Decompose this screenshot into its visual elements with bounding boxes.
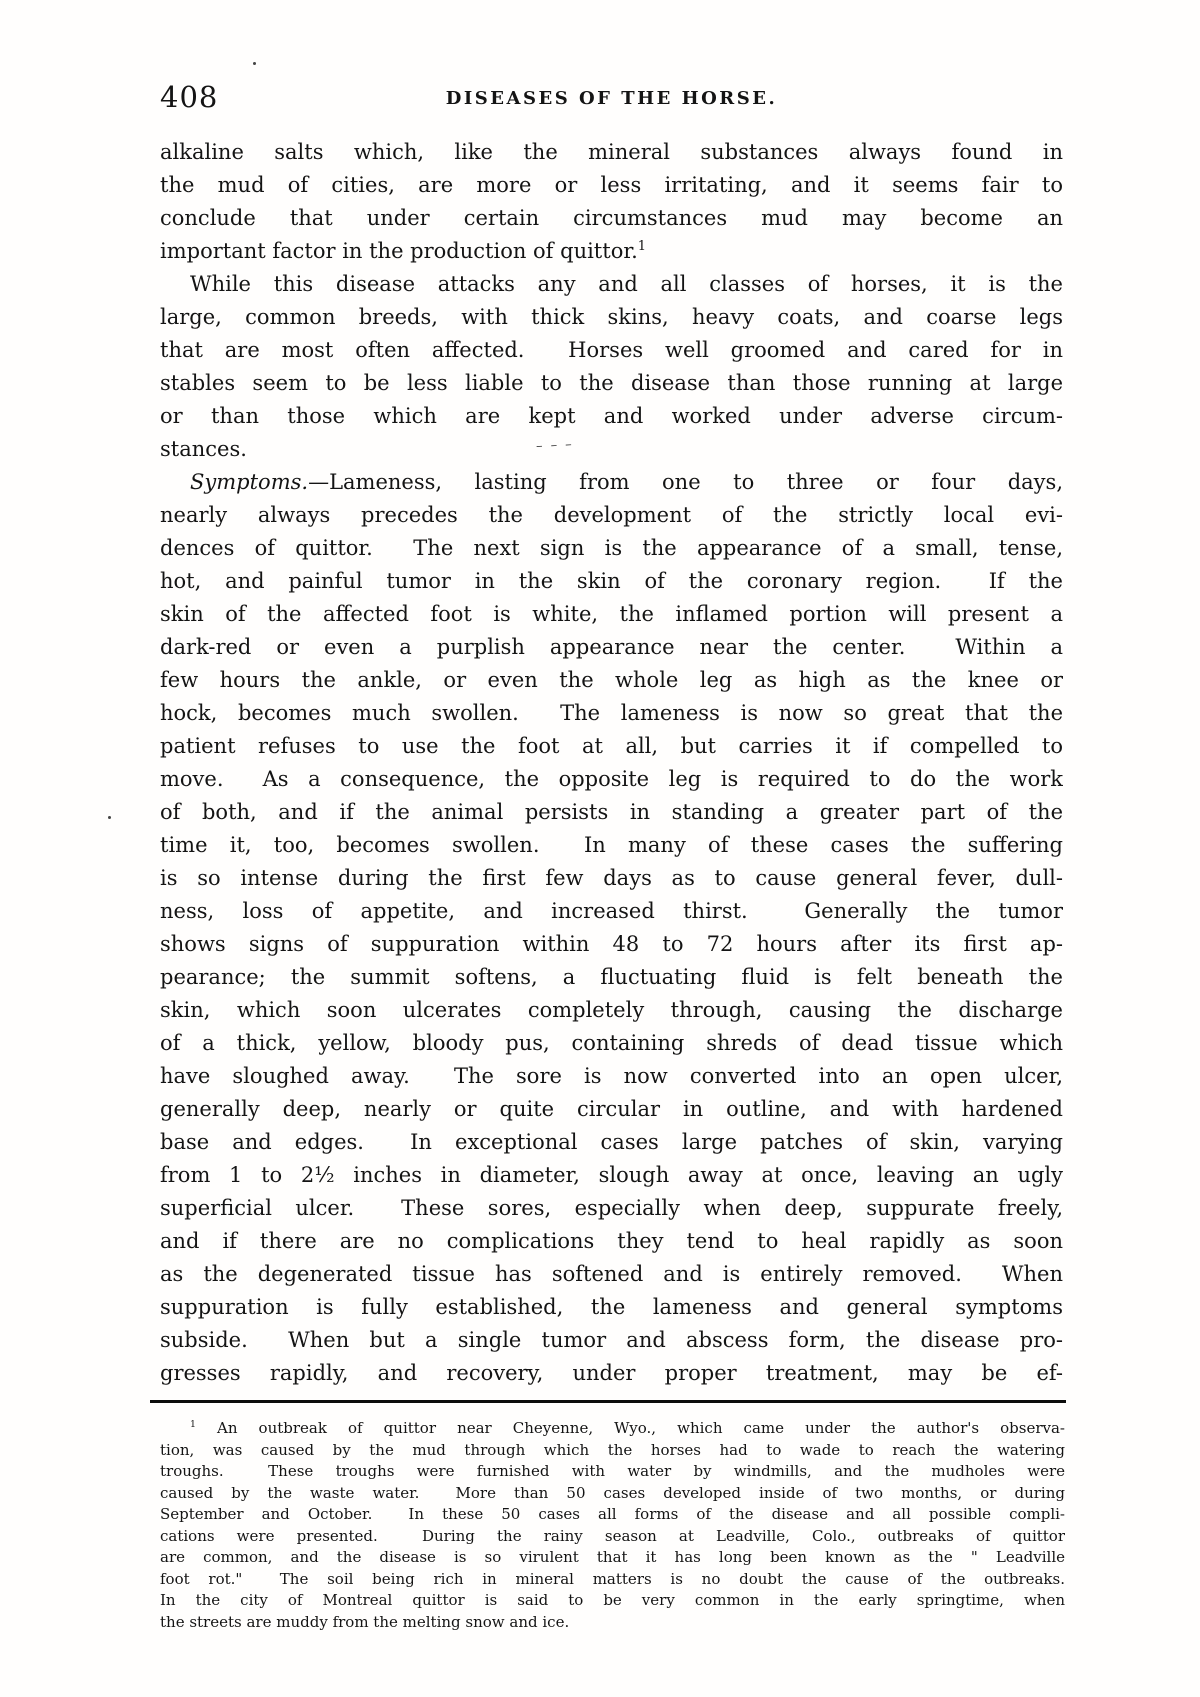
text-line: shows signs of suppuration within 48 to 72 hours after its first ap- <box>160 932 1063 956</box>
text-line: the mud of cities, are more or less irritating, and it seems fair to <box>160 173 1063 197</box>
text-line: conclude that under certain circumstances mud may become an <box>160 206 1063 230</box>
text-line <box>160 1418 1065 1440</box>
text-line: pearance; the summit softens, a fluctuating fluid is felt beneath the <box>160 965 1063 989</box>
text-line: troughs. These troughs were furnished with water by windmills, and the mudholes were <box>160 1462 1065 1480</box>
text-line: ness, loss of appetite, and increased thirst. Generally the tumor <box>160 899 1063 923</box>
text-line: is so intense during the first few days as to cause general fever, dull- <box>160 866 1063 890</box>
text-line: stables seem to be less liable to the disease than those running at large <box>160 371 1063 395</box>
text-line: of a thick, yellow, bloody pus, containing shreds of dead tissue which <box>160 1031 1063 1055</box>
text-line: from 1 to 2½ inches in diameter, slough away at once, leaving an ugly <box>160 1163 1063 1187</box>
text-line: time it, too, becomes swollen. In many of these cases the suffering <box>160 833 1063 857</box>
scan-artifact-dot <box>108 816 111 819</box>
text-line: hock, becomes much swollen. The lameness is now so great that the <box>160 701 1063 725</box>
italic-lead: Symptoms. <box>190 470 309 494</box>
text-line: tion, was caused by the mud through which the horses had to wade to reach the watering <box>160 1440 1065 1459</box>
text-line: skin, which soon ulcerates completely through, causing the discharge <box>160 998 1063 1022</box>
text-line: patient refuses to use the foot at all, but carries it if compelled to <box>160 734 1063 758</box>
text-line: skin of the affected foot is white, the inflamed portion will present a <box>160 602 1063 626</box>
footnote-text <box>160 1418 1065 1633</box>
text-line: nearly always precedes the development of the strictly local evi- <box>160 503 1063 527</box>
body-text <box>160 136 1063 1390</box>
footnote-rule <box>150 1400 1066 1403</box>
text-line: the streets are muddy from the melting snow and ice. <box>160 1612 570 1631</box>
text-line: suppuration is fully established, the lameness and general symptoms <box>160 1295 1063 1319</box>
page-header <box>160 80 1063 124</box>
text-line: subside. When but a single tumor and abscess form, the disease pro- <box>160 1328 1063 1352</box>
text-line: of both, and if the animal persists in standing a greater part of the <box>160 800 1063 824</box>
text-line <box>160 235 1063 268</box>
text-segment: important factor in the production of quittor. <box>160 239 638 263</box>
text-line: stances. <box>160 437 247 461</box>
text-line: that are most often affected. Horses well groomed and cared for in <box>160 338 1063 362</box>
text-line: hot, and painful tumor in the skin of the coronary region. If the <box>160 569 1063 593</box>
text-line: alkaline salts which, like the mineral substances always found in <box>160 140 1063 164</box>
scan-artifact-dash: – – – <box>535 437 575 454</box>
text-line: dences of quittor. The next sign is the appearance of a small, tense, <box>160 536 1063 560</box>
text-line: cations were presented. During the rainy season at Leadville, Colo., outbreaks of quittor <box>160 1526 1065 1545</box>
text-line: base and edges. In exceptional cases large patches of skin, varying <box>160 1130 1063 1154</box>
footnote-reference: 1 <box>637 239 647 254</box>
text-line: While this disease attacks any and all classes of horses, it is the <box>190 272 1063 296</box>
text-segment: —Lameness, lasting from one to three or four days, <box>308 470 1063 494</box>
text-line <box>160 466 1063 499</box>
footnote-reference: 1 <box>190 1419 196 1430</box>
paragraph <box>160 136 1063 268</box>
text-line: gresses rapidly, and recovery, under proper treatment, may be ef- <box>160 1361 1063 1385</box>
text-line: few hours the ankle, or even the whole leg as high as the knee or <box>160 668 1063 692</box>
text-segment: An outbreak of quittor near Cheyenne, Wyo., which came under the author's observa- <box>195 1419 1065 1437</box>
text-line: are common, and the disease is so virulent that it has long been known as the " Leadville <box>160 1548 1065 1566</box>
text-line: move. As a consequence, the opposite leg is required to do the work <box>160 767 1063 791</box>
running-title: DISEASES OF THE HORSE. <box>445 88 778 109</box>
text-line: or than those which are kept and worked under adverse circum- <box>160 404 1063 428</box>
text-line: and if there are no complications they tend to heal rapidly as soon <box>160 1229 1063 1253</box>
text-line: have sloughed away. The sore is now converted into an open ulcer, <box>160 1064 1063 1088</box>
text-line: superficial ulcer. These sores, especially when deep, suppurate freely, <box>160 1196 1063 1220</box>
text-line: caused by the waste water. More than 50 cases developed inside of two months, or during <box>160 1483 1065 1502</box>
text-line: dark-red or even a purplish appearance near the center. Within a <box>160 635 1063 659</box>
scan-artifact-dot <box>253 62 256 65</box>
text-line: September and October. In these 50 cases all forms of the disease and all possible compli- <box>160 1505 1065 1523</box>
paragraph <box>160 1418 1065 1633</box>
text-line: generally deep, nearly or quite circular in outline, and with hardened <box>160 1097 1063 1121</box>
text-line: foot rot." The soil being rich in mineral matters is no doubt the cause of the outbreaks. <box>160 1569 1065 1588</box>
text-line: as the degenerated tissue has softened and is entirely removed. When <box>160 1262 1063 1286</box>
paragraph <box>160 466 1063 1390</box>
text-line: In the city of Montreal quittor is said to be very common in the early springtime, when <box>160 1591 1065 1609</box>
page-number: 408 <box>160 80 219 114</box>
text-line: large, common breeds, with thick skins, heavy coats, and coarse legs <box>160 305 1063 329</box>
paragraph <box>160 268 1063 466</box>
